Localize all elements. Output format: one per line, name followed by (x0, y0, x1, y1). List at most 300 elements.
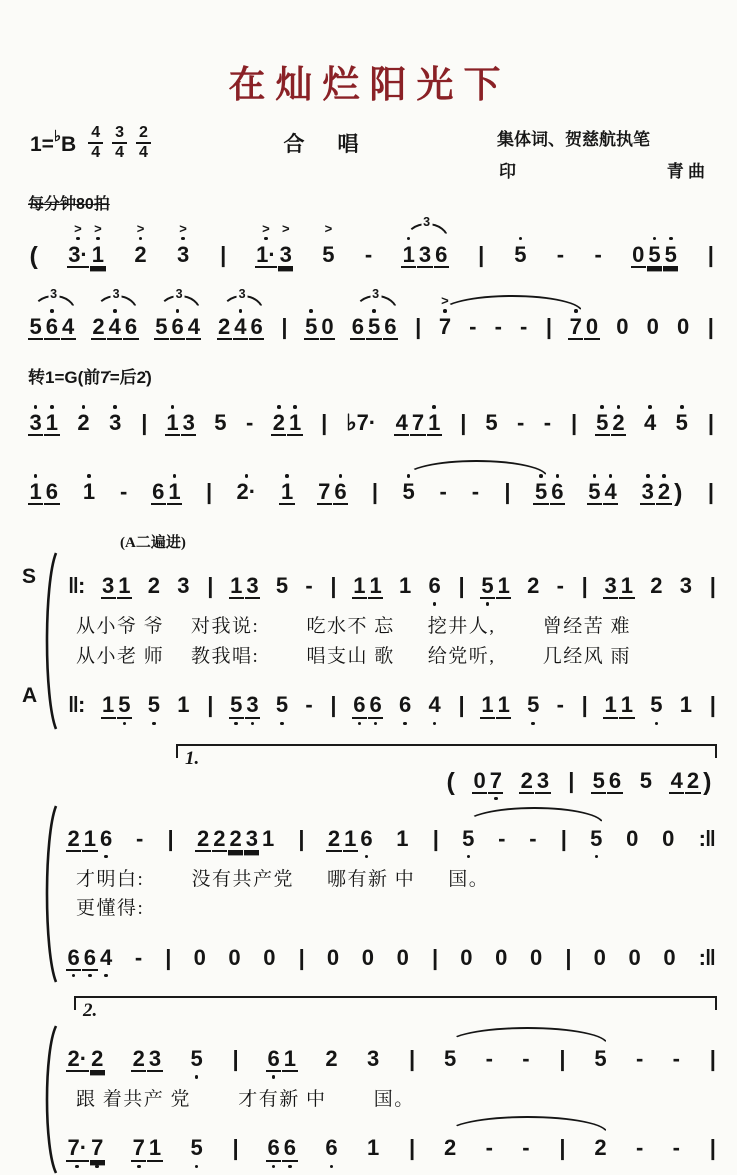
note-token (287, 390, 302, 449)
beam-group (360, 925, 375, 984)
note-token (244, 390, 254, 449)
music-row (66, 925, 717, 984)
note-number: 0 (361, 944, 375, 970)
music-row (22, 672, 717, 731)
choir-system (20, 996, 719, 1175)
barline (218, 222, 227, 281)
voice-label: S (22, 565, 37, 589)
note-number: 4 (62, 313, 75, 339)
note-token (343, 806, 358, 865)
beam-group (146, 672, 161, 731)
beam-group (528, 925, 543, 984)
beam-group (66, 553, 86, 612)
note-number: 5 (29, 313, 42, 339)
accent-mark: > (136, 220, 145, 236)
beam-group (480, 672, 512, 731)
note-token (526, 672, 541, 731)
barline (296, 806, 305, 865)
note-number: | (165, 944, 171, 970)
note-number: | (206, 479, 212, 505)
octave-dot (662, 474, 666, 478)
note-number: - (305, 692, 313, 718)
note-token (410, 390, 425, 449)
paren-mark (445, 748, 456, 810)
note-number: 2 (520, 767, 533, 793)
note-token (352, 672, 367, 731)
beam-group (395, 925, 410, 984)
note-number: 0 (321, 313, 334, 339)
note-number: 2 (213, 825, 226, 851)
octave-dot (280, 722, 284, 726)
note-number: 3 (245, 825, 258, 851)
note-token (90, 1115, 105, 1174)
beam-group (67, 222, 106, 281)
slur-arc (447, 1027, 608, 1044)
note-number: 1 (428, 409, 441, 435)
octave-dot (234, 722, 238, 726)
octave-dots-below (433, 599, 437, 612)
note-number: - (556, 692, 564, 718)
note-token (304, 553, 314, 612)
note-number: 2 (527, 573, 540, 599)
beam-group (555, 553, 565, 612)
note-number: | (709, 1135, 715, 1161)
beam-group (317, 459, 349, 518)
time-signature (112, 124, 127, 161)
beam-group (131, 1115, 163, 1174)
note-number: - (135, 825, 144, 851)
time-sig-numerator: 3 (112, 124, 127, 144)
beam-group (205, 553, 214, 612)
key-prefix: 1= (30, 132, 54, 156)
beam-group (345, 390, 378, 449)
note-token (555, 553, 565, 612)
accent-mark: > (74, 220, 82, 236)
key-text (30, 129, 76, 157)
beam-group (395, 806, 410, 865)
note-number: | (415, 313, 421, 339)
note-number: | (570, 409, 577, 435)
beam-group (262, 925, 277, 984)
beam-group (151, 459, 183, 518)
note-number: 2 (594, 1135, 607, 1161)
music-line (66, 553, 717, 612)
note-number: 7· (67, 1135, 88, 1161)
paren-mark (28, 222, 39, 284)
beam-group (231, 1115, 240, 1174)
note-number: ) (703, 767, 712, 796)
note-number: 2· (236, 479, 257, 505)
beam-group (706, 390, 715, 449)
octave-dot (195, 1165, 199, 1169)
note-number: - (522, 1045, 530, 1071)
octave-dot (309, 309, 313, 313)
octave-dots-below (137, 1162, 141, 1175)
octave-dots-below (655, 719, 659, 732)
note-number: 6 (351, 313, 364, 339)
barline (697, 806, 717, 865)
note-token (593, 222, 603, 281)
note-number: 0 (628, 944, 641, 970)
music-row (66, 1115, 717, 1174)
note-number: 2 (272, 409, 285, 435)
note-number: 3 (366, 1045, 380, 1071)
music-row (28, 459, 715, 521)
note-token (82, 925, 97, 984)
note-token (108, 390, 123, 449)
beam-group (526, 553, 541, 612)
note-token (669, 748, 684, 810)
note-token (317, 459, 332, 518)
note-number: 5 (648, 241, 661, 267)
octave-dot (593, 474, 597, 478)
note-token (262, 925, 277, 984)
barline (166, 806, 175, 865)
note-number: 5 (590, 825, 603, 851)
note-token (472, 748, 487, 807)
octave-dot (113, 405, 117, 409)
note-number: 5 (534, 479, 548, 505)
note-token (229, 553, 244, 612)
note-number: | (298, 825, 304, 851)
beam-group (363, 222, 373, 281)
note-number: ) (674, 479, 683, 508)
beam-group (407, 1026, 416, 1085)
beam-group (472, 748, 504, 807)
note-number: | (232, 1135, 238, 1161)
note-number: 4 (428, 692, 441, 718)
lyric-line: 更懂得: (76, 898, 145, 920)
tuplet-number: 3 (238, 286, 246, 301)
barline (328, 672, 337, 731)
note-number: 6 (267, 1045, 280, 1071)
note-number: | (460, 409, 466, 435)
octave-dot (432, 405, 436, 409)
note-number: - (520, 313, 528, 339)
beam-group (271, 390, 303, 449)
beam-group (325, 925, 340, 984)
note-number: | (431, 944, 438, 970)
barline (66, 553, 86, 612)
time-signatures (88, 124, 151, 161)
octave-dots-below (433, 719, 437, 732)
note-number: 5 (514, 241, 527, 267)
note-token (398, 553, 413, 612)
beam-group (274, 553, 289, 612)
note-number: 5 (596, 409, 609, 435)
note-number: 3 (536, 767, 550, 793)
note-token (99, 806, 114, 865)
note-number: 1 (45, 409, 58, 435)
beam-group (133, 222, 148, 281)
note-token (603, 672, 618, 731)
octave-dot (531, 722, 535, 726)
octave-dot (403, 722, 407, 726)
note-number: 0 (593, 944, 606, 970)
note-number: 6 (100, 825, 113, 851)
note-number: 1 (604, 692, 617, 718)
note-number: - (119, 479, 128, 505)
note-number: 4 (604, 479, 617, 505)
note-token (611, 390, 626, 449)
note-number: 3 (109, 409, 122, 435)
note-number: 1 (497, 573, 510, 599)
music-line (66, 806, 717, 865)
note-number: | (409, 1045, 415, 1071)
note-token (147, 1115, 162, 1174)
octave-dot (76, 237, 80, 241)
octave-dot (152, 722, 156, 726)
ensemble-label: 合 唱 (283, 132, 365, 156)
barline (279, 294, 288, 353)
beam-group (255, 222, 294, 281)
note-number: 2 (92, 313, 105, 339)
octave-dot (646, 474, 650, 478)
note-token (212, 806, 227, 865)
octave-dots-below (403, 719, 407, 732)
beam-group (519, 748, 551, 807)
octave-dot (264, 237, 268, 241)
choir-system (20, 744, 719, 984)
barline (205, 672, 214, 731)
beam-group (229, 553, 261, 612)
octave-dot (519, 237, 523, 241)
note-number: 5 (664, 241, 677, 267)
note-token (90, 1026, 105, 1085)
lyric-line: 从小老 师 教我唱: 唱支山 歌 给党听, 几经风 雨 (76, 645, 632, 667)
barline (66, 672, 86, 731)
beam-group (101, 553, 133, 612)
beam-group (708, 553, 717, 612)
music-row (66, 806, 717, 865)
music-line (28, 214, 715, 284)
beam-group (513, 222, 528, 281)
octave-dots-below (72, 971, 76, 984)
note-number: | (707, 241, 713, 267)
octave-dot (374, 722, 378, 726)
note-number: | (232, 1045, 238, 1071)
note-number: | (281, 313, 287, 339)
beam-group (697, 925, 717, 984)
note-number: 2 (650, 573, 663, 599)
note-number: 1 (261, 825, 275, 851)
note-number: 5 (322, 241, 335, 267)
note-number: 2 (132, 1045, 145, 1071)
beam-group (638, 748, 653, 807)
note-number: | (330, 692, 336, 718)
key-letter: B (61, 132, 77, 156)
voice-label: A (22, 684, 38, 708)
note-token (245, 553, 260, 612)
note-token (528, 925, 543, 984)
note-number: 5 (367, 313, 381, 339)
note-token (480, 553, 495, 612)
note-number: | (409, 1135, 415, 1161)
system-brace (42, 1024, 58, 1175)
note-number: 6 (428, 573, 441, 599)
beam-group (662, 925, 677, 984)
octave-dot (277, 405, 281, 409)
note-token (595, 390, 610, 449)
barline (569, 390, 578, 449)
beam-group (603, 672, 635, 731)
beam-group (476, 222, 485, 281)
music-line (66, 672, 717, 731)
note-token (675, 294, 690, 353)
note-number: 4 (670, 767, 683, 793)
note-number: 1 (402, 241, 415, 267)
note-token (192, 925, 207, 984)
note-number: 5 (588, 479, 601, 505)
note-token (427, 553, 442, 612)
beam-group (66, 672, 86, 731)
beam-group (195, 806, 275, 865)
beam-group (304, 294, 336, 353)
note-number: 0 (585, 313, 599, 339)
note-token (496, 553, 511, 612)
octave-dots-below (104, 971, 108, 984)
note-token (513, 222, 528, 281)
note-number: 6 (369, 692, 382, 718)
note-token (365, 1026, 380, 1085)
volta-tick (715, 746, 717, 758)
music-line (66, 1026, 717, 1085)
note-token (603, 553, 618, 612)
note-number: 2 (229, 825, 242, 851)
note-token (282, 1026, 297, 1085)
octave-dot (293, 405, 297, 409)
note-number: | (458, 573, 464, 599)
note-number: 0 (473, 767, 486, 793)
note-number: | (581, 573, 587, 599)
note-token (631, 222, 646, 281)
note-number: 6 (45, 479, 58, 505)
note-token (678, 672, 693, 731)
note-token (229, 672, 244, 731)
beam-group (563, 925, 572, 984)
beam-group (645, 294, 660, 353)
beam-group (118, 459, 128, 518)
beam-group (566, 748, 575, 807)
note-number: - (516, 409, 525, 435)
note-token (555, 672, 565, 731)
note-token (395, 806, 410, 865)
beam-group (398, 553, 413, 612)
beam-group (235, 459, 258, 518)
note-number: | (709, 692, 715, 718)
note-number: 6 (551, 479, 564, 505)
beam-group (28, 222, 39, 284)
beam-group (134, 806, 144, 865)
note-number: 0 (495, 944, 508, 970)
note-token (227, 925, 242, 984)
note-token (131, 1026, 146, 1085)
beam-group (675, 294, 690, 353)
note-number: 0 (676, 313, 690, 339)
note-token (244, 806, 259, 865)
beam-group (133, 925, 143, 984)
note-token (592, 925, 607, 984)
beam-group (274, 672, 289, 731)
note-token (619, 553, 634, 612)
volta-tick (176, 746, 178, 758)
note-token (321, 222, 336, 281)
note-number: 7 (569, 313, 582, 339)
octave-dot (173, 474, 177, 478)
note-number: 0 (646, 313, 659, 339)
time-sig-denominator: 4 (115, 143, 125, 161)
octave-dots-below (195, 1162, 199, 1175)
note-number: 1 (230, 573, 243, 599)
beam-group (319, 390, 328, 449)
note-token (176, 672, 191, 731)
note-token (515, 390, 525, 449)
note-token (117, 672, 132, 731)
note-token (640, 459, 655, 521)
note-number: | (707, 313, 713, 339)
beam-group (515, 390, 525, 449)
note-token (266, 1026, 281, 1085)
note-token (678, 553, 693, 612)
note-number: - (672, 1045, 680, 1071)
note-number: 0 (632, 241, 645, 267)
note-token (619, 672, 634, 731)
beam-group (66, 1115, 105, 1174)
note-number: 6 (124, 313, 138, 339)
octave-dot (358, 722, 362, 726)
note-number: | (298, 944, 304, 970)
note-number: | (709, 1045, 715, 1071)
note-token (66, 806, 81, 865)
barline (407, 1026, 416, 1085)
octave-dots-below (251, 719, 255, 732)
time-sig-denominator: 4 (91, 143, 101, 161)
note-token (213, 390, 228, 449)
note-token (278, 222, 293, 281)
beam-group (204, 459, 213, 518)
note-token (325, 925, 340, 984)
note-token (427, 390, 442, 449)
note-token (649, 672, 664, 731)
note-number: 4 (234, 313, 247, 339)
beam-group (669, 748, 713, 810)
note-number: 3 (177, 573, 190, 599)
beam-group (445, 748, 456, 810)
intro-line (20, 286, 719, 353)
note-number: 1 (177, 692, 190, 718)
beam-group (427, 553, 442, 612)
score (20, 214, 719, 1175)
note-token (117, 553, 132, 612)
octave-dots-below (272, 1072, 276, 1085)
tuplet-number: 3 (423, 214, 431, 229)
note-number: 1 (283, 1045, 297, 1071)
note-token (81, 459, 96, 518)
note-number: 1 (166, 409, 179, 435)
note-token (118, 459, 128, 518)
beam-group (328, 672, 337, 731)
octave-dots-below (467, 852, 471, 865)
note-token (304, 294, 319, 353)
note-number: 0 (193, 944, 206, 970)
note-number: 7 (91, 1135, 104, 1161)
composer-name-right: 青 曲 (666, 162, 705, 182)
paren-mark (673, 459, 684, 521)
note-token (638, 748, 653, 807)
note-number: | (458, 692, 464, 718)
beam-group (587, 459, 619, 518)
system-brace (42, 804, 58, 984)
